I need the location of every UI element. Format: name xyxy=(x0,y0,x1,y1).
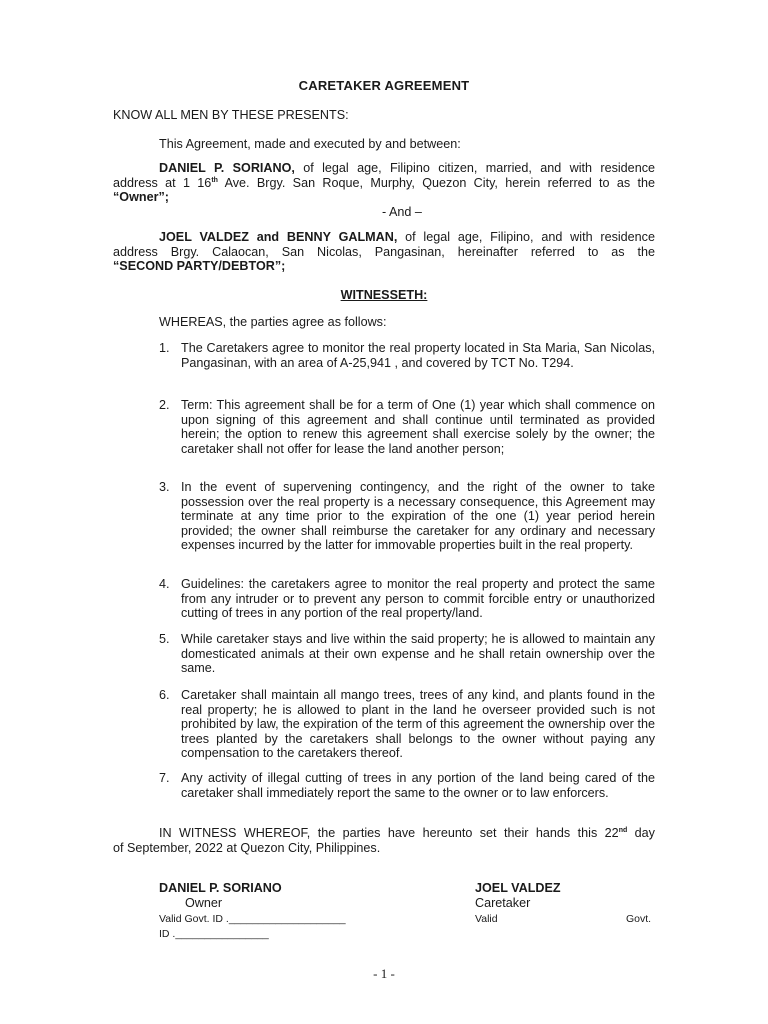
item-text: Guidelines: the caretakers agree to monitor the real property and protect the same from any intruder or to prevent any person to commit forcible entry or unauthorized cutting of trees in any portion of the real property/land. xyxy=(181,577,655,621)
list-item xyxy=(0,688,768,768)
caretaker-id-govt: Govt. xyxy=(626,913,652,925)
item-number: 1. xyxy=(159,341,170,355)
second-party-designation: “SECOND PARTY/DEBTOR”; xyxy=(113,259,286,274)
owner-address-sup: th xyxy=(211,176,218,184)
second-party-line2: address Brgy. Calaocan, San Nicolas, Pangasinan, hereinafter referred to as the xyxy=(113,244,655,259)
item-text: In the event of supervening contingency, and the right of the owner to take possession over the real property is a necessary consequence, this Agreement may terminate at any time prior to the expiration of the one (1) year period herein provided; the owner shall reimburse the caretaker for any ordinary and necessary expenses incurred by the latter for immovable properties built in the real property. xyxy=(181,480,655,553)
owner-line1: of legal age, Filipino citizen, married, and with residence xyxy=(294,161,655,175)
item-text: Term: This agreement shall be for a term of One (1) year which shall commence on upon signing of this agreement and shall continue until terminated as provided herein; the option to renew this agreement shall exercise solely by the owner; the caretaker shall not offer for lease the land another person; xyxy=(181,398,655,456)
item-number: 5. xyxy=(159,632,170,646)
second-party-line1: of legal age, Filipino, and with residence xyxy=(397,230,655,244)
owner-party-paragraph xyxy=(113,161,655,205)
owner-signatory-role: Owner xyxy=(185,896,223,910)
witness-line2: of September, 2022 at Quezon City, Philippines. xyxy=(113,840,381,855)
caretaker-signatory-name: JOEL VALDEZ xyxy=(475,881,561,895)
item-text: The Caretakers agree to monitor the real property located in Sta Maria, San Nicolas, Pangasinan, with an area of A-25,941 , and covered by TCT No. T294. xyxy=(181,341,655,370)
item-text: Any activity of illegal cutting of trees in any portion of the land being cared of the caretaker shall immediately report the same to the owner or to law enforcers. xyxy=(181,771,655,800)
item-number: 3. xyxy=(159,480,170,494)
owner-id-line1: Valid Govt. ID .____________________ xyxy=(159,913,346,925)
item-number: 6. xyxy=(159,688,170,702)
witness-whereof-paragraph xyxy=(113,826,655,855)
second-party-name: JOEL VALDEZ and BENNY GALMAN, xyxy=(159,230,398,244)
intro-line: This Agreement, made and executed by and between: xyxy=(159,137,461,151)
page-number: - 1 - xyxy=(373,966,395,981)
owner-designation: “Owner”; xyxy=(113,190,169,205)
list-item xyxy=(0,577,768,637)
witness-line1-after: day xyxy=(627,826,655,840)
caretaker-signatory-role: Caretaker xyxy=(475,896,531,910)
witness-day-sup: nd xyxy=(618,827,628,834)
item-text: While caretaker stays and live within the said property; he is allowed to maintain any domesticated animals at their own expense and he shall retain ownership over the same. xyxy=(181,632,655,676)
list-item xyxy=(0,632,768,682)
item-text: Caretaker shall maintain all mango trees, trees of any kind, and plants found in the real property; he is allowed to plant in the land he overseer provided such is not prohibited by law, the expiration of the term of this agreement the ownership over the trees planted by the caretakers shall belongs to the owner without paying any compensation to the caretakers thereof. xyxy=(181,688,655,761)
list-item xyxy=(0,398,768,478)
list-item xyxy=(0,771,768,821)
list-item xyxy=(0,480,768,580)
agreement-title: CARETAKER AGREEMENT xyxy=(298,78,470,93)
item-number: 7. xyxy=(159,771,170,785)
owner-id-line2: ID .________________ xyxy=(159,928,269,940)
caretaker-id-valid: Valid xyxy=(475,913,498,925)
witnesseth-heading: WITNESSETH: xyxy=(340,288,428,302)
opening-clause: KNOW ALL MEN BY THESE PRESENTS: xyxy=(113,108,349,122)
second-party-paragraph xyxy=(113,230,655,274)
owner-name: DANIEL P. SORIANO, xyxy=(159,161,295,175)
owner-signatory-name: DANIEL P. SORIANO xyxy=(159,881,282,895)
item-number: 4. xyxy=(159,577,170,591)
owner-address-before: address at 1 16 xyxy=(113,175,212,190)
and-separator: - And – xyxy=(382,205,422,219)
item-number: 2. xyxy=(159,398,170,412)
owner-address-after: Ave. Brgy. San Roque, Murphy, Quezon City, herein referred to as the xyxy=(217,175,655,190)
whereas-line: WHEREAS, the parties agree as follows: xyxy=(159,315,387,329)
witness-line1-before: IN WITNESS WHEREOF, the parties have hereunto set their hands this 22 xyxy=(159,826,619,840)
